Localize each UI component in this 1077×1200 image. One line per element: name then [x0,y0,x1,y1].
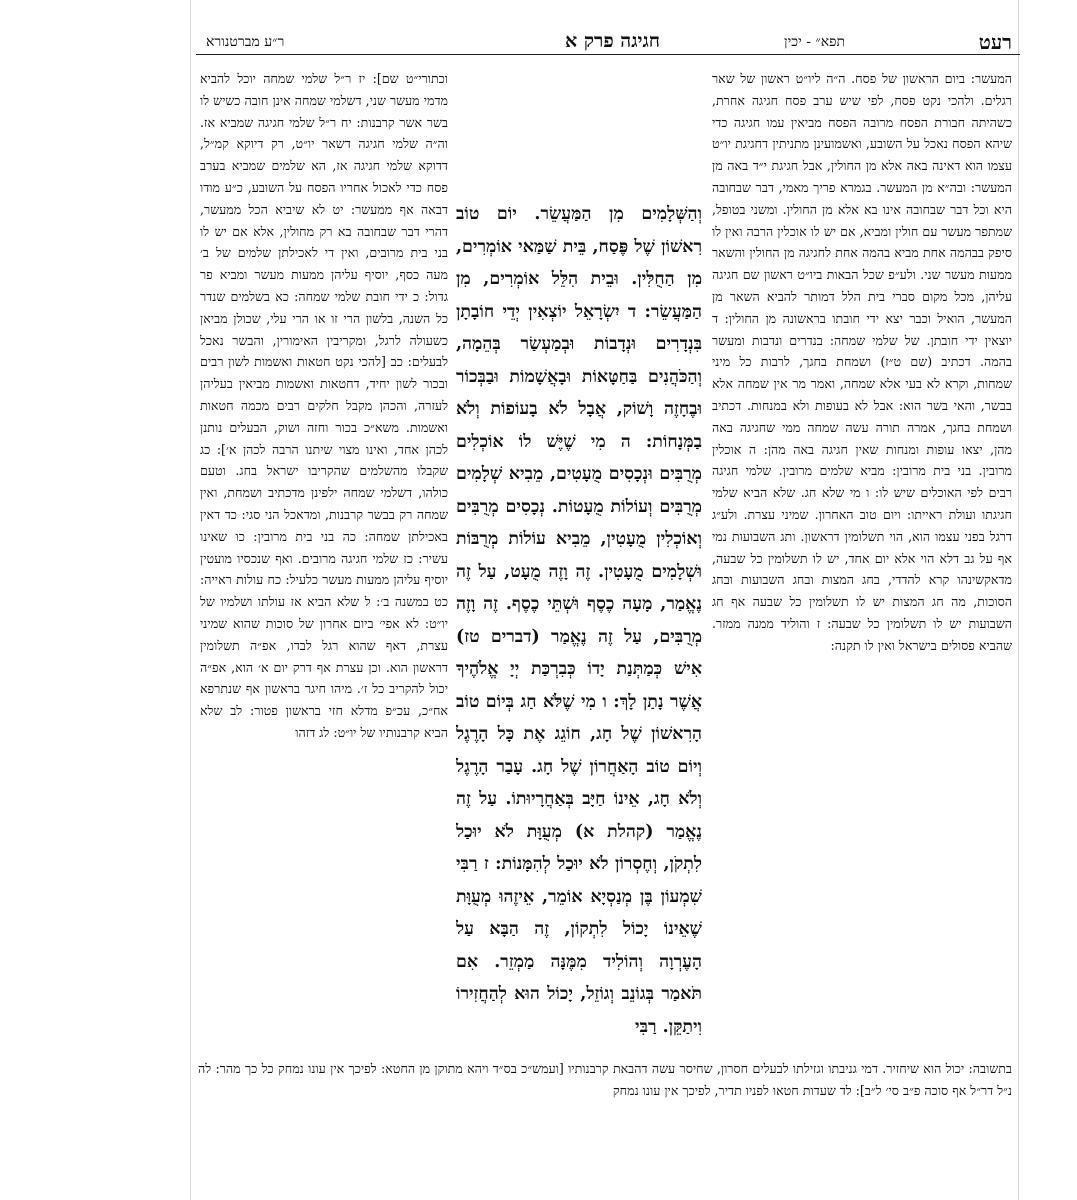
footer-text: בתשובה: יכול הוא שיחזיר. דמי גניבתו וגזילתו לבעלים חסרון, שחיסר עשה דהבאת קרבנותיו [ועמש״כ בס״ד ויהא מתוקן מן החטא: לפיכך אין עונו נמחק כל כך מהר: לה נ״ל דר״ל אף סוכה פ״ב סי׳ ל״ב]: לד שעדות חטאו לפניו תדיר, לפיכך אין עונו נמחק [198,1061,1012,1098]
mishnah-column [456,198,702,1068]
document-page [196,28,1020,1178]
tiferet-text: וכתורי״ט שם]: יז ר״ל שלמי שמחה יוכל להביא מדמי מעשר שני, דשלמי שמחה אינן חובה כשיש לו בשר אשר קרבנות: יח ר״ל שלמי חגיגה שמביא אז. וה״ה שלמי חגיגה דשאר יו״ט, רק דיוקא קמ״ל, דדוקא שלמי חגיגה אז, הא שלמים שמביא בערב פסח כדי לאכול אחריו הפסח על השובע, כ״ע מודו דבאה אף ממעשר: יט לא שיביא הכל ממעשר, דהרי דבר שבחובה בא רק מחולין, אלא אם יש לו בני בית מרובים, ואין די לאכילתן שלמים של ב׳ מעה כסף, יוסיף עליהן ממעות מעשר ומביא פר גדול: כ ידי חובת שלמי שמחה: כא בשלמים שנדר כל השנה, בלשון הרי זו או הרי עלי, שכולן מביאן כשעולה לרגל, ומקריבין האימורין, והבשר נאכל לבעלים: כב [להכי נקט חטאות ואשמות לשון רבים ובכור לשון יחיד, דחטאות ואשמות מביאין בעליהן לעזרה, והכהן מקבל חלקים רבים מכמה חטאות ואשמות. משא״כ בכור וחזה ושוק, הבעלים נותנן לכהן אחד, ואינו מצוי שיתנו הרבה לכהן א׳]: כג שקבלו מהשלמים שהקריבו ישראל בחג. וטעם כולהו, דשלמי שמחה ילפינן מדכתיב ושמחת, ואין שמחה רק בבשר קרבנות, ומדאכל הני סגי: כד דאין באכילתן שמחה: כה בני בית מרובין: כו שאינו עשיר: כז שלמי חגיגה מרובים. ואף שנכסיו מועטין יוסיף עליהן ממעות מעשר כלעיל: כח עולות ראייה: כט במשנה ב׳: ל שלא הביא אז עולתו ושלמיו של יו״ט: לא אפי׳ ביום אחרון של סוכות שהוא שמיני עצרת, דאף שהוא רגל לבדו, אפ״ה תשלומין דראשון הוא. וכן עצרת אף דרק יום א׳ הוא, אפ״ה יכול להקריב כל ז׳. מיהו חיגר בראשון אף שנתרפא אח״כ, עכ״פ מדלא חזי בראשון פטור: לב שלא הביא קרבנותיו של יו״ט: לג דזהו [200,71,448,740]
page-title: חגיגה פרק א [565,30,660,52]
bartenura-text: המעשר: ביום הראשון של פסח. ה״ה ליו״ט ראשון של שאר רגלים. ולהכי נקט פסח, לפי שיש ערב פסח חגיגה אחרת, כשהיתה חבורת הפסח מרובה הפסח מביאין עמו חגיגה כדי שיהא הפסח נאכל על השובע, ואשמועינן מתניתין דחגיגת יו״ט עצמו הוא דאינה באה אלא מן החולין, אבל חגיגת י״ד באה מן המעשר: ובה״א מן המעשר. בגמרא פריך מאמי, דבר שבחובה היא וכל דבר שבחובה אינו בא אלא מן החולין. ומשני בטופל, שמתפר מעשר עם חולין ומביא, אם יש לו אוכלין הרבה ואין לו סיפק בבהמה אחת מביא בהמה אחת לחגיגה מן החולין והשאר ממעות מעשר שני. ולע״פ שכל הבאות ביו״ט ראשון שם חגיגה עליהן, מכל מקום סברי בית הלל דמותר להביא השאר מן המעשר, הואיל וכבר יצא ידי חובתו בראשונה מן החולין: ד יוצאין ידי חובתן. של שלמי שמחה: בנדרים ונדבות ומעשר בהמה. דכתיב (שם ט״ז) ושמחת בחגך, לרבות כל מיני שמחות, וקרא לא בעי אלא שמחה, ואמר מר אין שמחה אלא בבשר, והאי בשר הוא: אבל לא בעופות ולא במנחות. דכתיב ושמחת בחגך, אמרה תורה עשה שמחה ממי שחגיגה באה מהן, יצאו עופות ומנחות שאין חגיגה באה מהן: ה אוכלין מרובין. בני בית מרובין: מביא שלמים מרובין. שלמי חגיגה רבים לפי האוכלים שיש לו: ו מי שלא חג. שלא הביא שלמי חגיגתו ועולת ראייתו: ויום טוב האחרון. שמיני עצרת. ולע״ג דרגל בפני עצמו הוא, הוי תשלומין דראשון. ותג השבועות נמי אף על גב דלא הוי אלא יום אחד, יש לו תשלומין כל שבעה, מדאקשינהו קרא להדדי, בחג המצות ובחג השבועות ובחג הסוכות, מה חג המצות יש לו תשלומין כל שבעה אף חג השבועות יש לו תשלומין כל שבעה: ז והוליד ממנה ממזר. שהביא פסולים בישראל ואין לו תקנה: [712,71,1012,653]
bartenura-commentary [712,68,1012,1078]
page-header [196,28,1020,55]
folio-number: רעט [978,30,1012,54]
tiferet-commentary [200,68,448,1078]
mishnah-text: וְהַשְּׁלָמִים מִן הַמַּעֲשֵׂר. יוֹם טוֹב רִאשׁוֹן שֶׁל פֶּסַח, בֵּית שַׁמַּאי אוֹמְרִים, מִן הַחֻלִּין. וּבֵית הִלֵּל אוֹמְרִים, מִן הַמַּעֲשֵׂר: ד יִשְׂרָאֵל יוֹצְאִין יְדֵי חוֹבָתָן בִּנְדָרִים וּנְדָבוֹת וּבְמַעְשַׂר בְּהֵמָה, וְהַכֹּהֲנִים בַּחַטָּאוֹת וּבָאֲשָׁמוֹת וּבַבְּכוֹר וּבֶחָזֶה וָשׁוֹק, אֲבָל לֹא בָעוֹפוֹת וְלֹא בַמְּנָחוֹת: ה מִי שֶׁיֶּשׁ לוֹ אוֹכְלִים מְרֻבִּים וּנְכָסִים מֻעָטִים, מֵבִיא שְׁלָמִים מְרֻבִּים וְעוֹלוֹת מֻעָטוֹת. נְכָסִים מְרֻבִּים וְאוֹכְלִין מֻעָטִין, מֵבִיא עוֹלוֹת מְרֻבּוֹת וּשְׁלָמִים מֻעָטִין. זֶה וָזֶה מֻעָט, עַל זֶה נֶאֱמַר, מָעָה כֶסֶף וּשְׁתֵּי כֶסֶף. זֶה וָזֶה מְרֻבִּים, עַל זֶה נֶאֱמַר (דברים טז) אִישׁ כְּמַתְּנַת יָדוֹ כְּבִרְכַּת יְיָ אֱלֹהֶיךָ אֲשֶׁר נָתַן לָךְ: ו מִי שֶׁלֹּא חַג בְּיוֹם טוֹב הָרִאשׁוֹן שֶׁל חָג, חוֹגֵג אֶת כָּל הָרֶגֶל וְיוֹם טוֹב הָאַחֲרוֹן שֶׁל חָג. עָבַר הָרֶגֶל וְלֹא חָג, אֵינוֹ חַיָּב בְּאַחֲרָיוּתוֹ. עַל זֶה נֶאֱמַר (קהלת א) מְעֻוָּת לֹא יוּכַל לִתְקֹן, וְחֶסְרוֹן לֹא יוּכַל לְהִמָּנוֹת: ז רַבִּי שִׁמְעוֹן בֶּן מְנַסְיָא אוֹמֵר, אֵיזֶהוּ מְעֻוָּת שֶׁאֵינוֹ יָכוֹל לִתְקוֹן, זֶה הַבָּא עַל הָעֶרְוָה וְהוֹלִיד מִמֶּנָּה מַמְזֵר. אִם תֹּאמַר בְּגוֹנֵב וְגוֹזֵל, יָכוֹל הוּא לְהַחֲזִירוֹ וִיתַקֵּן. רַבִּי [456,204,702,1037]
page-edge-left [190,0,191,1200]
header-commentary-range: תפא״ - יכין [784,34,845,50]
footer-commentary [198,1058,1012,1101]
header-commentary-name: ר״ע מברטנורא [206,34,285,50]
